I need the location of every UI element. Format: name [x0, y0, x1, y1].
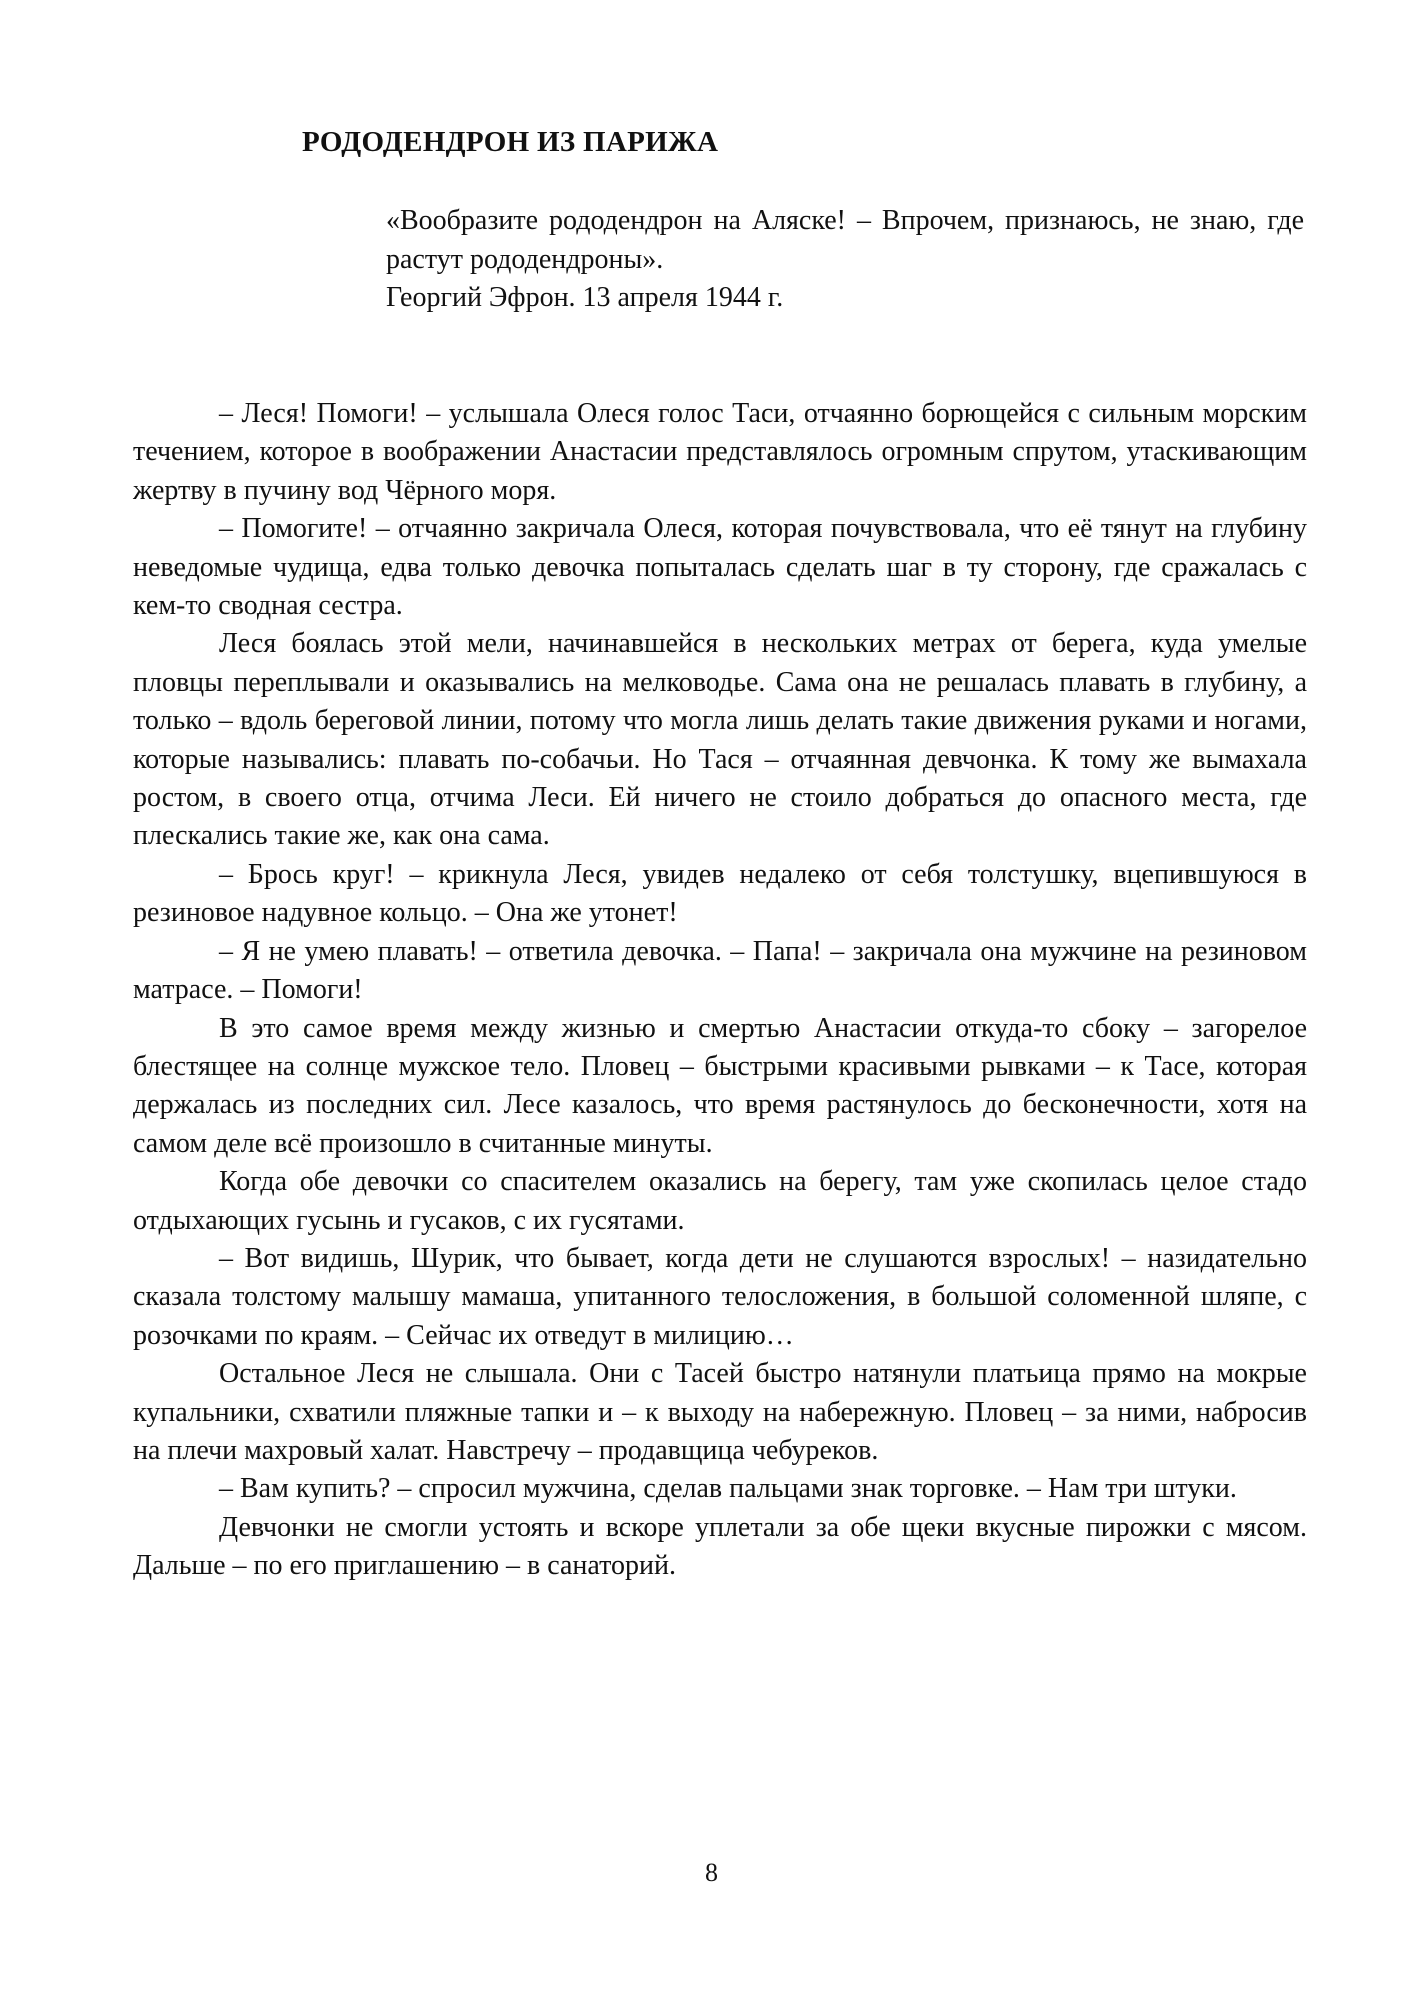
page-number: 8: [705, 1858, 718, 1887]
body-text: [133, 395, 1307, 1586]
epigraph-attribution: Георгий Эфрон. 13 апреля 1944 г.: [386, 282, 784, 313]
paragraph: В это самое время между жизнью и смертью Анастасии откуда-то сбоку – загорелое блестящее на солнце мужское тело. Пловец – быстрыми красивыми рывками – к Тасе, которая держалась из последних сил. Лесе казалось, что время растянулось до бесконечности, хотя на самом деле всё произошло в считанные минуты.: [133, 1012, 1307, 1159]
epigraph: [386, 202, 1304, 318]
paragraph: Остальное Леся не слышала. Они с Тасей быстро натянули платьица прямо на мокрые купальники, схватили пляжные тапки и – к выходу на набережную. Пловец – за ними, набросив на плечи махровый халат. Навстречу – продавщица чебуреков.: [133, 1358, 1307, 1466]
paragraph: – Вот видишь, Шурик, что бывает, когда дети не слушаются взрослых! – назидательно сказала толстому малышу мамаша, упитанного телосложения, в большой соломенной шляпе, с розочками по краям. – Сейчас их отведут в милицию…: [133, 1242, 1307, 1351]
paragraph: Леся боялась этой мели, начинавшейся в нескольких метрах от берега, куда умелые пловцы переплывали и оказывались на мелководье. Сама она не решалась плавать в глубину, а только – вдоль береговой линии, потому что могла лишь делать такие движения руками и ногами, которые назывались: плавать по-собачьи. Но Тася – отчаянная девчонка. К тому же вымахала ростом, в своего отца, отчима Леси. Ей ничего не стоило добраться до опасного места, где плескались такие же, как она сама.: [133, 628, 1307, 852]
paragraph: – Я не умею плавать! – ответила девочка. – Папа! – закричала она мужчине на резиновом матрасе. – Помоги!: [133, 935, 1307, 1006]
paragraph: – Помогите! – отчаянно закричала Олеся, которая почувствовала, что её тянут на глубину неведомые чудища, едва только девочка попыталась сделать шаг в ту сторону, где сражалась с кем-то сводная сестра.: [133, 513, 1307, 622]
paragraph: – Брось круг! – крикнула Леся, увидев недалеко от себя толстушку, вцепившуюся в резиновое надувное кольцо. – Она же утонет!: [133, 858, 1307, 929]
paragraph: Когда обе девочки со спасителем оказались на берегу, там уже скопилась целое стадо отдыхающих гусынь и гусаков, с их гусятами.: [133, 1166, 1307, 1236]
paragraph: – Леся! Помоги! – услышала Олеся голос Таси, отчаянно борющейся с сильным морским течением, которое в воображении Анастасии представлялось огромным спрутом, утаскивающим жертву в пучину вод Чёрного моря.: [133, 398, 1307, 506]
chapter-title: РОДОДЕНДРОН ИЗ ПАРИЖА: [302, 126, 719, 158]
paragraph: – Вам купить? – спросил мужчина, сделав пальцами знак торговке. – Нам три штуки.: [219, 1473, 1237, 1505]
paragraph: Девчонки не смогли устоять и вскоре уплетали за обе щеки вкусные пирожки с мясом. Дальше – по его приглашению – в санаторий.: [133, 1511, 1307, 1582]
epigraph-quote: «Вообразите рододендрон на Аляске! – Впрочем, признаюсь, не знаю, где растут рододендроны».: [386, 205, 1304, 275]
